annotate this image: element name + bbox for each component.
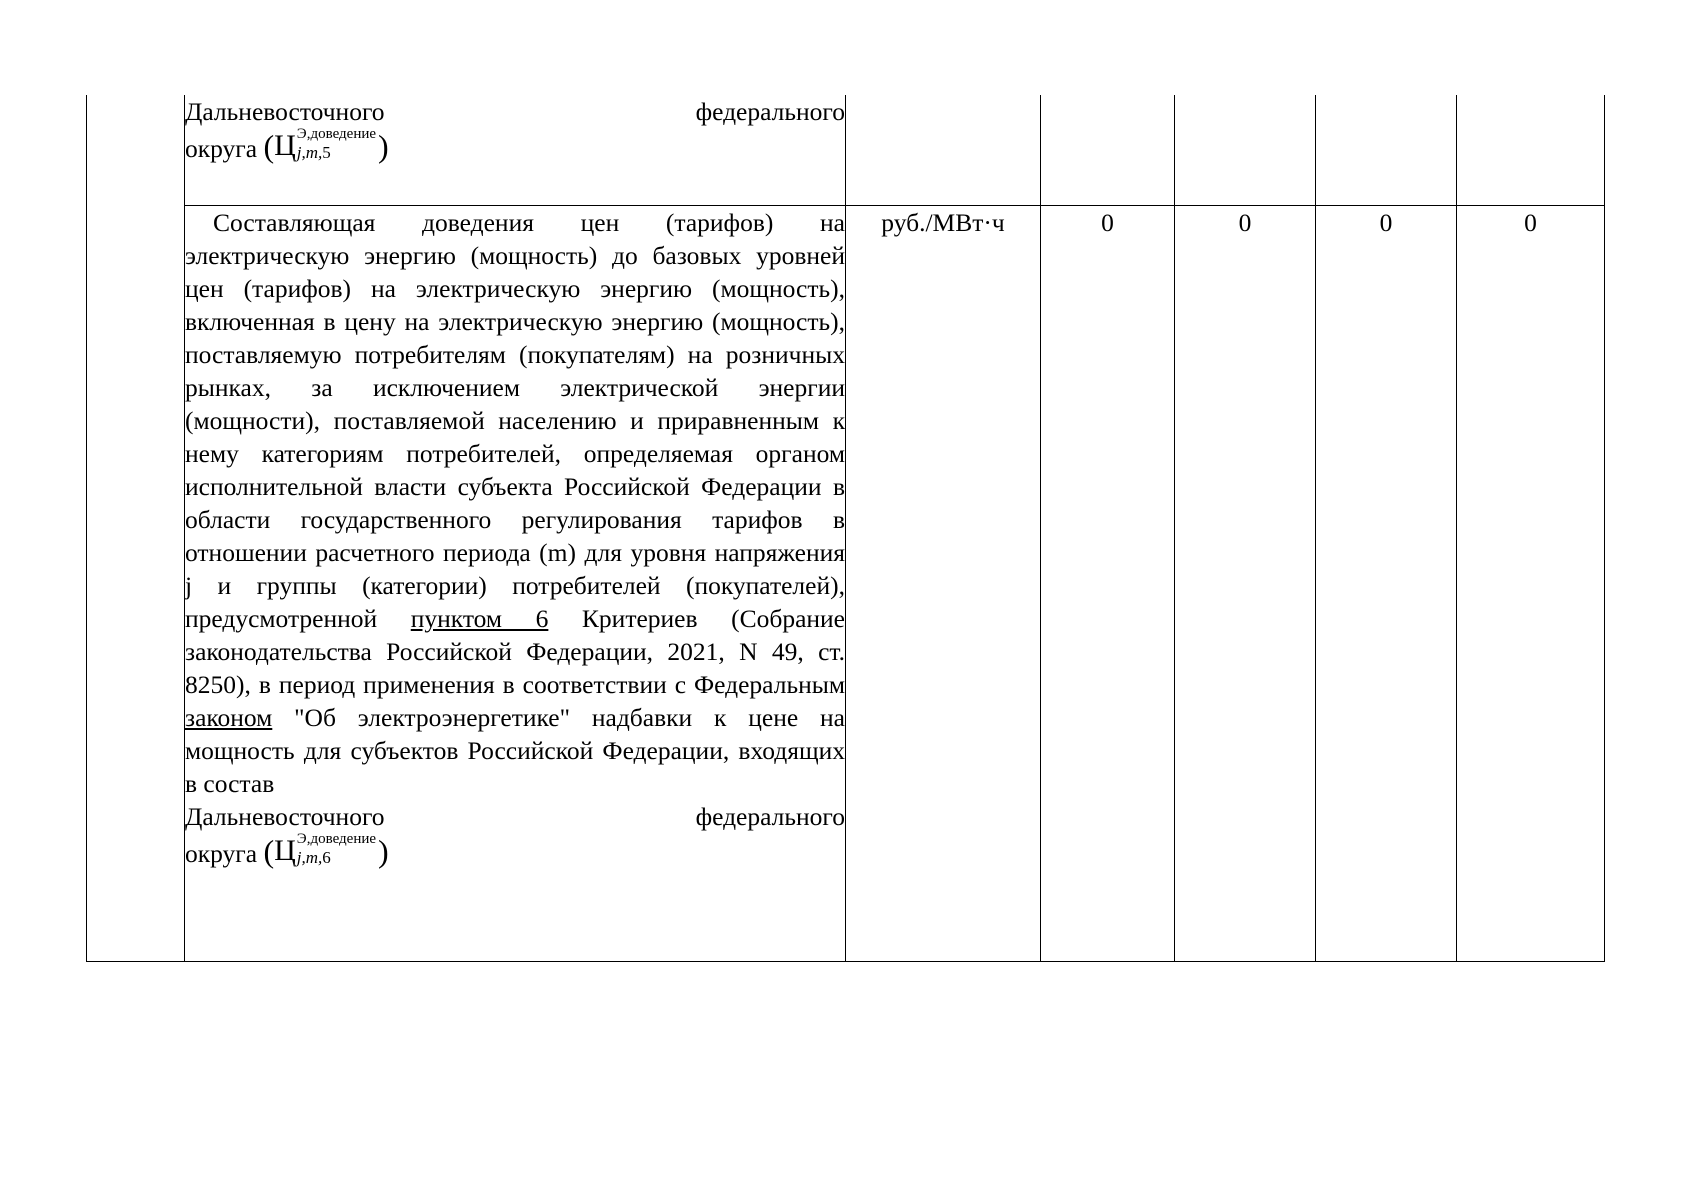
value-cell	[1316, 95, 1457, 206]
text-fragment: Дальневосточного	[185, 802, 385, 831]
formula-subscript-index: 5	[322, 143, 331, 162]
description-cell	[185, 206, 846, 962]
text-fragment: Составляющая доведения цен (тарифов) на электрическую энергию (мощность) до базовых уровней цен (тарифов) на электрическую энергию (мощность), включенная в цену на электрическую энергию (мощность), поставляемую потребителям (покупателям) на розничных рынках, за исключением электрической энергии (мощности), поставляемой населению и приравненным к нему категориям потребителей, определяемая органом исполнительной власти субъекта Российской Федерации в области государственного регулирования тарифов в отношении расчетного периода (m) для уровня напряжения j и группы (категории) потребителей (покупателей), предусмотренной	[185, 208, 845, 633]
text-fragment: Критериев (Собрание законодательства Российской Федерации, 2021, N 49, ст. 8250), в период применения в соответствии с Федеральным	[185, 604, 845, 699]
formula-symbol: Ц	[274, 834, 296, 867]
formula-superscript: Э,доведение	[296, 126, 377, 142]
unit-cell: руб./МВт·ч	[846, 206, 1041, 962]
formula-superscript: Э,доведение	[296, 831, 377, 847]
text-fragment: федерального	[695, 97, 845, 126]
unit-cell	[846, 95, 1041, 206]
value-cell: 0	[1175, 206, 1316, 962]
value-cell: 0	[1316, 206, 1457, 962]
formula-line	[185, 128, 845, 165]
justified-line	[185, 95, 845, 128]
value-cell	[1175, 95, 1316, 206]
price-formula: ( Ц Э,доведение j,m,5 )	[263, 126, 389, 164]
text-fragment: округа	[185, 839, 258, 868]
value-cell: 0	[1457, 206, 1605, 962]
description-cell	[185, 95, 846, 206]
value-cell	[1457, 95, 1605, 206]
formula-line	[185, 833, 845, 870]
text-fragment: федерального	[695, 802, 845, 831]
text-fragment: "Об электроэнергетике" надбавки к цене на мощность для субъектов Российской Федерации, входящих в состав	[185, 703, 845, 798]
formula-subscript-vars: j,m,	[296, 848, 323, 867]
tariff-table	[86, 95, 1605, 962]
table-row	[87, 95, 1605, 206]
justified-line	[185, 800, 845, 833]
table-row	[87, 206, 1605, 962]
formula-subscript-vars: j,m,	[296, 143, 323, 162]
text-fragment: Дальневосточного	[185, 97, 385, 126]
value-cell	[1041, 95, 1175, 206]
link-punkt-6[interactable]: пунктом 6	[410, 604, 549, 633]
row-number-cell	[87, 95, 185, 962]
description-paragraph	[185, 206, 845, 800]
formula-symbol: Ц	[274, 129, 296, 162]
value-cell: 0	[1041, 206, 1175, 962]
price-formula: ( Ц Э,доведение j,m,6 )	[263, 831, 389, 869]
link-law[interactable]: законом	[185, 703, 273, 732]
text-fragment: округа	[185, 134, 258, 163]
formula-subscript-index: 6	[322, 848, 331, 867]
